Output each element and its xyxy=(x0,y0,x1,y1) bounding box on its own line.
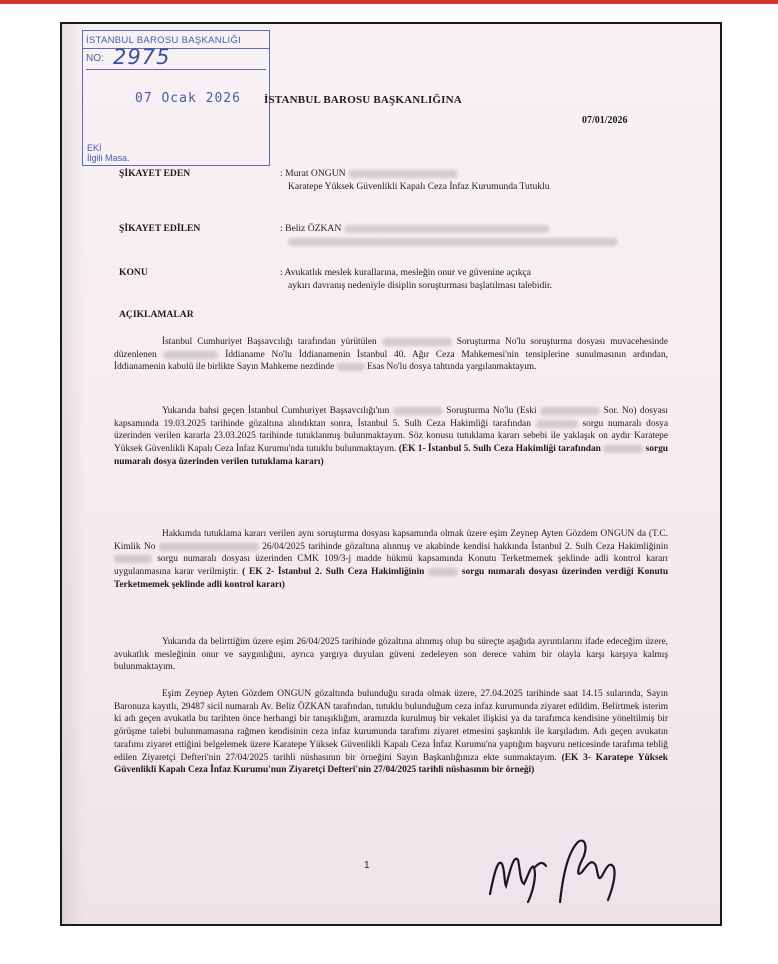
explanations-heading: AÇIKLAMALAR xyxy=(119,309,194,320)
stamp-header: İSTANBUL BAROSU BAŞKANLIĞI xyxy=(83,31,269,49)
paragraph-2: Yukarıda bahsi geçen İstanbul Cumhuriyet Başsavcılığı'nın Soruşturma No'lu (Eski Sor. No) dosyası kapsamında 19.03.2025 tarihinde gözaltına alındıktan sonra, İstanbul 5. Sulh Ceza Hakimliği tarafından sorgu numaralı dosya üzerinden verilen kararla 23.03.2025 tarihinde tutuklanmış bulunmaktayım. Söz konusu tutuklama kararı sebebi ile yaklaşık on aydır Karatepe Yüksek Güvenlikli Kapalı Ceza İnfaz Kurumu'nda tutuklu bulunmaktayım. (EK 1- İstanbul 5. Sulh Ceza Hakimliği tarafından sorgu numaralı dosya üzerinden verilen tutuklama kararı) xyxy=(114,406,669,467)
document-date: 07/01/2026 xyxy=(582,115,628,126)
complainant-name: : Murat ONGUN xyxy=(280,167,458,180)
respondent-label: ŞİKAYET EDİLEN xyxy=(119,223,201,234)
document-page xyxy=(62,24,720,924)
top-accent-bar xyxy=(0,0,778,4)
subject-line-1: : Avukatlık meslek kurallarına, mesleğin onur ve güvenine açıkça xyxy=(280,267,532,278)
document-title: İSTANBUL BAROSU BAŞKANLIĞINA xyxy=(264,94,462,106)
handwritten-signature xyxy=(482,824,632,904)
receipt-stamp xyxy=(82,30,270,166)
respondent-redacted xyxy=(288,235,618,248)
paragraph-1: İstanbul Cumhuriyet Başsavcılığı tarafından yürütülen Soruşturma No'lu soruşturma dosyası muvacehesinde düzenlenen İddianame No'lu İddianamenin İstanbul 40. Ağır Ceza Mahkemesi'nin tensiplerine sunulmasının ardından, İddianamenin kabulü ile birlikte Sayın Mahkeme nezdinde Esas No'lu dosya tahtında yargılanmaktayım. xyxy=(114,337,668,373)
stamp-no-label: NO: xyxy=(86,53,104,64)
complainant-detail: Karatepe Yüksek Güvenlikli Kapalı Ceza İnfaz Kurumunda Tutuklu xyxy=(288,181,550,192)
stamp-ilgili: İlgili Masa. xyxy=(87,153,130,163)
paragraph-3: Hakkımda tutuklama kararı verilen aynı soruşturma dosyası kapsamında olmak üzere eşim Zeynep Ayten Gözdem ONGUN da (T.C. Kimlik No 26/04/2025 tarihinde gözaltına alınmış ve akabinde kendisi hakkında İstanbul 2. Sulh Ceza Hakimliğinin sorgu numaralı dosyası üzerinden CMK 109/3-j madde hükmü kapsamında Konutu Terketmemek şeklinde adli kontrol kararı uygulanmasına karar verilmiştir. ( EK 2- İstanbul 2. Sulh Ceza Hakimliğinin sorgu numaralı dosyası üzerinden verdiği Konutu Terketmemek şeklinde adli kontrol kararı) xyxy=(114,529,669,590)
page-number: 1 xyxy=(364,860,370,871)
stamp-ek-label: EKİ xyxy=(87,143,102,153)
paragraph-5: Eşim Zeynep Ayten Gözdem ONGUN gözaltında bulunduğu sırada olmak üzere, 27.04.2025 tarihinde saat 14.15 sularında, Sayın Baronuza kayıtlı, 29487 sicil numaralı Av. Beliz ÖZKAN tarafından, tutuklu bulunduğum ceza infaz kurumunda ziyaret edildim. Belirtmek isterim ki adı geçen avukatla bu tarihten önce herhangi bir tanışıklığım, aramızda kurulmuş bir vekalet ilişkisi ya da tarafımca kendisine yöneltilmiş bir görüşme talebi bulunmamasına rağmen kendisinin ceza infaz kurumunda tarafımı ziyaret etmesini şaşkınlık ile karşıladım. Adı geçen avukatın tarafımı ziyaret ettiğini belgelemek üzere Karatepe Yüksek Güvenlikli Kapalı Ceza İnfaz Kurumu'na yaptığım başvuru neticesinde tarafıma tebliğ edilen Ziyaretçi Defteri'nin 27/04/2025 tarihli nüshasının bir örneğini Sayın Başkanlığınıza ekte sunmaktayım. (EK 3- Karatepe Yüksek Güvenlikli Kapalı Ceza İnfaz Kurumu'nun Ziyaretçi Defteri'nin 27/04/2025 tarihli nüshasının bir örneği) xyxy=(114,689,669,776)
stamp-no-value: 2975 xyxy=(113,45,171,69)
stamp-date: 07 Ocak 2026 xyxy=(135,91,241,106)
subject-line-2: aykırı davranış nedeniyle disiplin soruşturması başlatılması talebidir. xyxy=(288,280,553,291)
subject-label: KONU xyxy=(119,267,148,278)
paragraph-4: Yukarıda da belirttiğim üzere eşim 26/04/2025 tarihinde gözaltına alınmış olup bu süreçte aşağıda ayrıntılarını ifade edeceğim üzere, avukatlık mesleğinin onur ve saygınlığını, ayrıca yargıya duyulan güveni zedeleyen son derece vahim bir olayla karşı karşıya kalmış bulunmaktayım. xyxy=(114,637,668,673)
document-frame xyxy=(60,22,722,926)
respondent-name: : Beliz ÖZKAN xyxy=(280,222,549,235)
complainant-label: ŞİKAYET EDEN xyxy=(119,168,191,179)
